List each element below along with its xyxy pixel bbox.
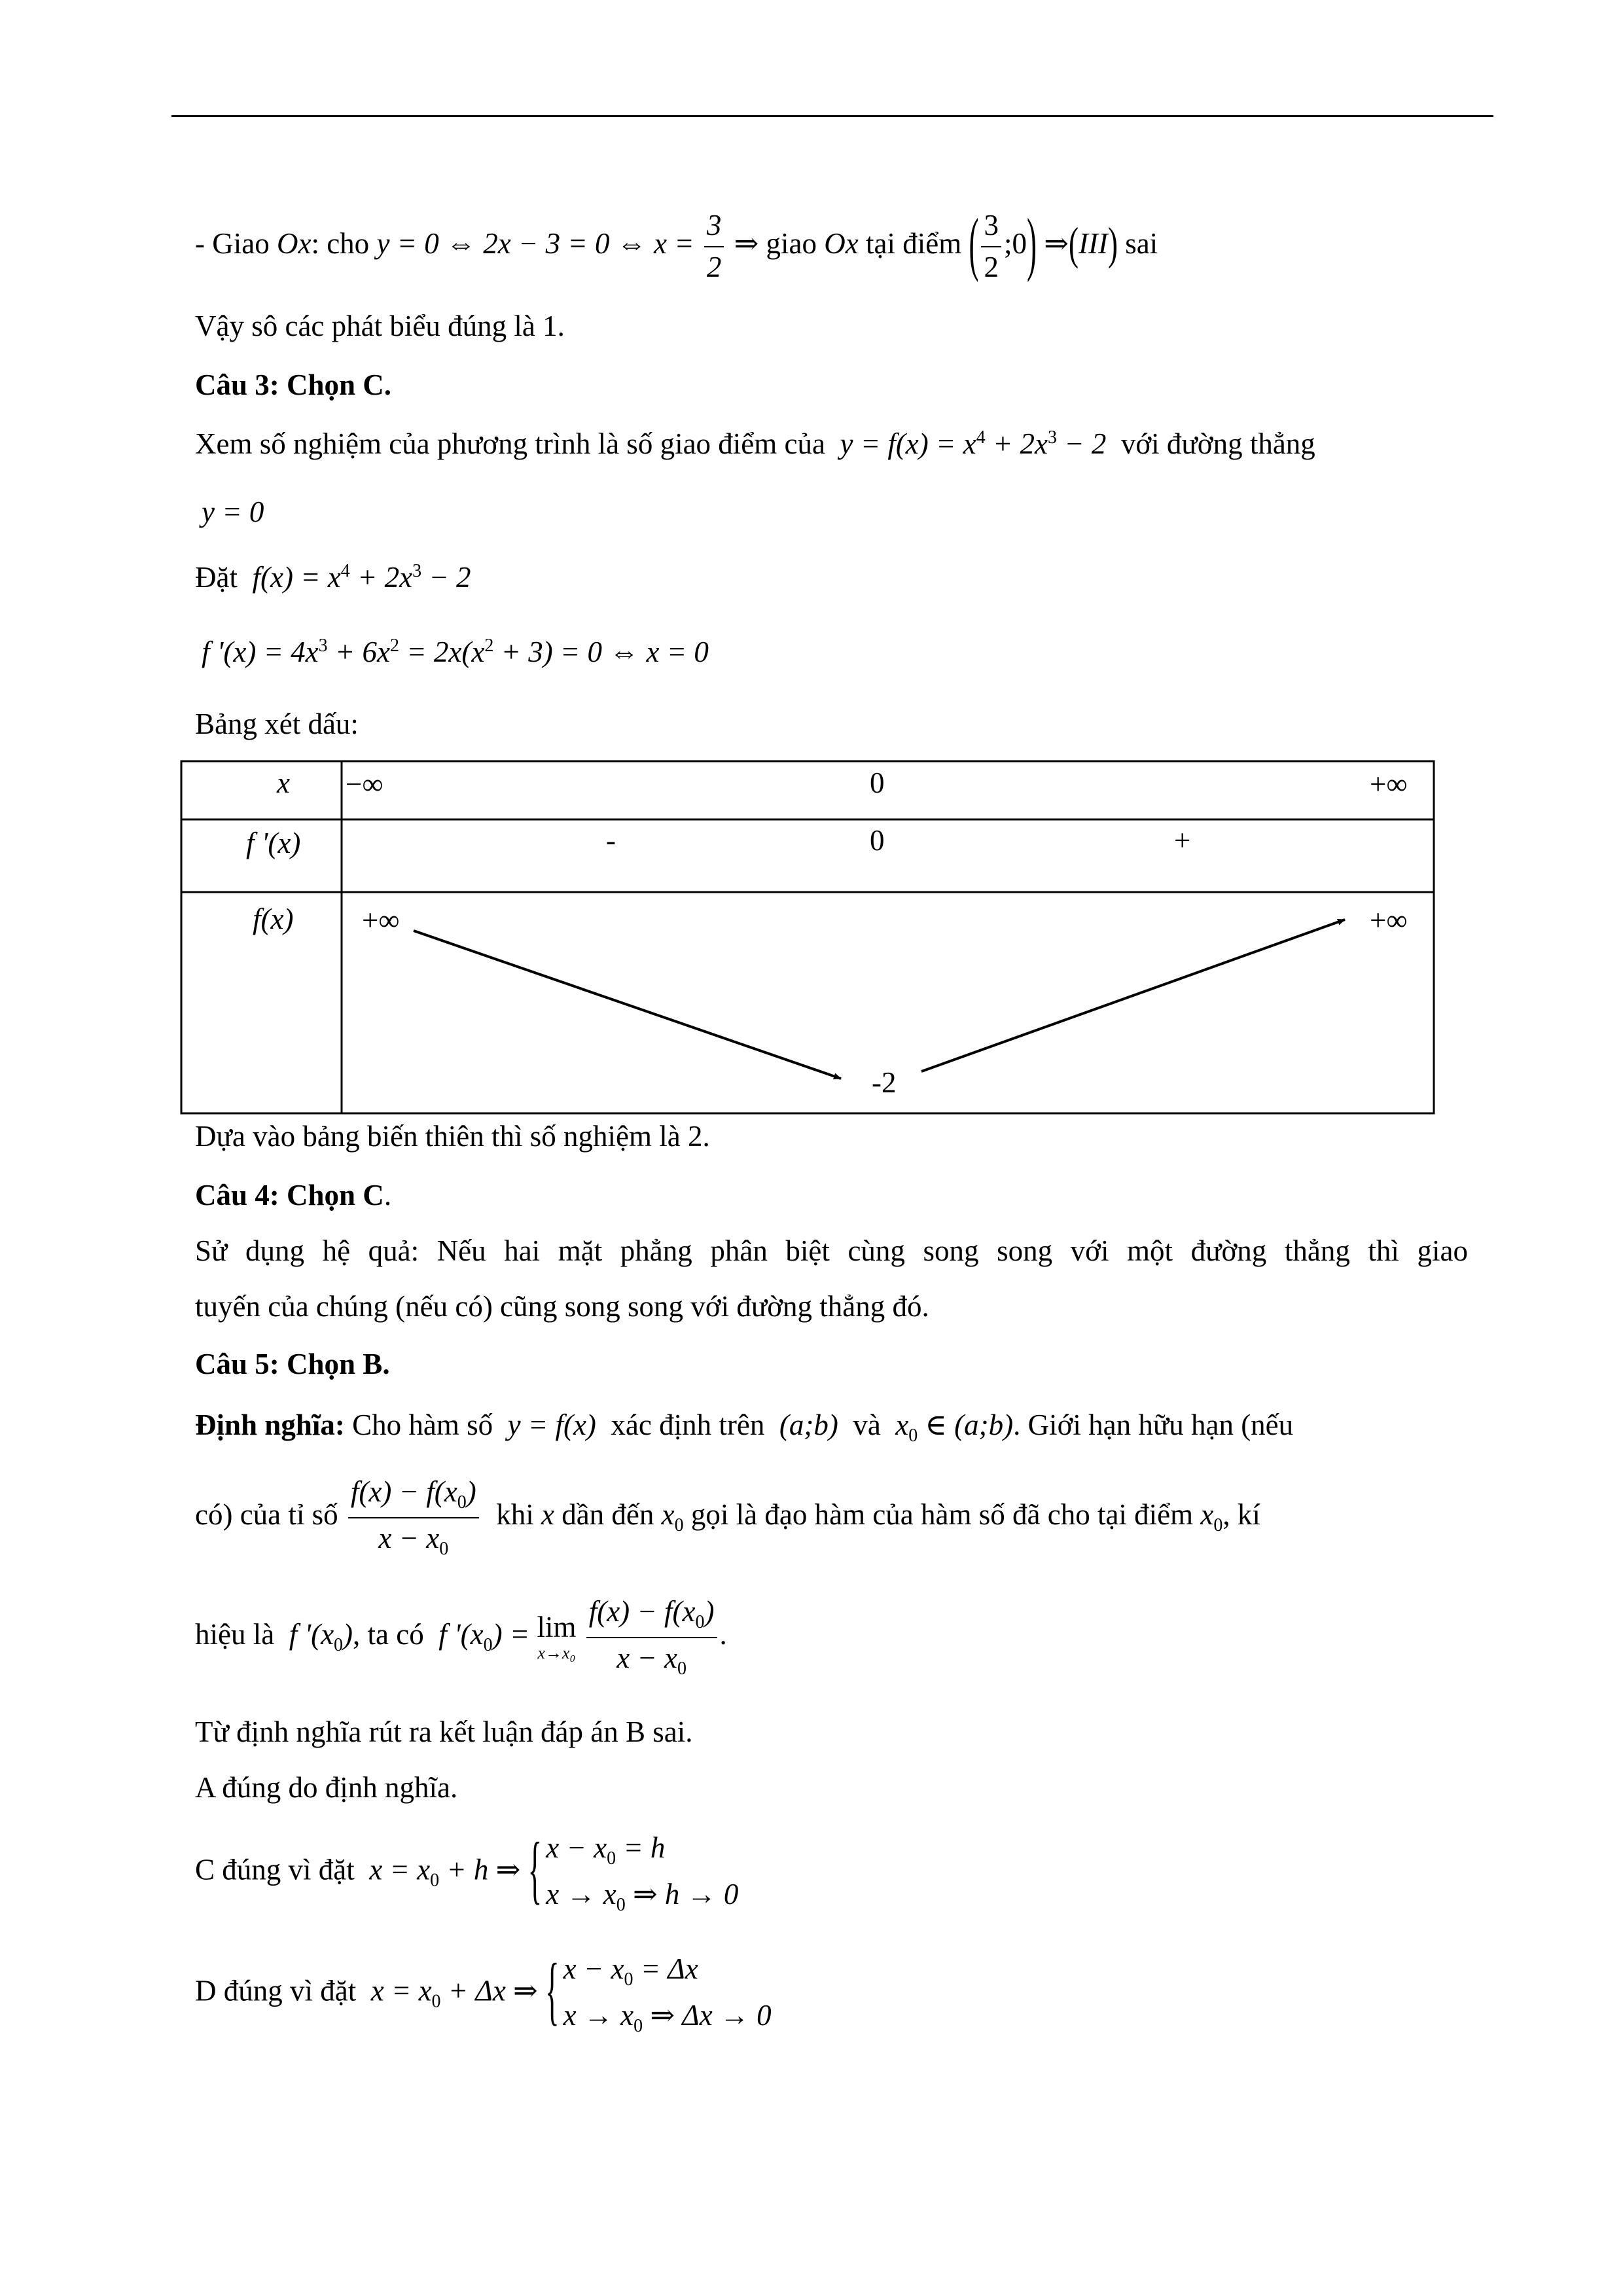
cau4-title: Câu 4: Chọn C. bbox=[195, 1179, 392, 1211]
c-dung-line: C đúng vì đặt $x = x_0 + h$ ⇒ { $x - x_0 = h$ $x \to x_0$ ⇒ h → 0 bbox=[195, 1826, 738, 1919]
limit-operator: lim x→x₀ bbox=[537, 1611, 577, 1663]
decreasing-arrow bbox=[414, 931, 841, 1079]
increasing-arrow bbox=[921, 920, 1345, 1071]
giao-ox-line: - Giao Ox: cho y = 0 ⇔ 2x − 3 = 0 ⇔ x = $\frac{3}{2}$ ⇒ giao Ox tại điểm ( $\frac{3}{2}$ ;0) ⇒(III) sai bbox=[195, 204, 1158, 283]
table-row-f: f(x) bbox=[253, 903, 294, 935]
fraction-3-2: $\frac{3}{2}$ bbox=[704, 209, 724, 283]
derivative-line: f '$(x) = 4x^3 + 6x^2 = 2x(x^2 + 3) = 0$ ⇔ x = 0 bbox=[202, 636, 709, 668]
sign-minus: - bbox=[606, 824, 616, 857]
cau3-title: Câu 3: Chọn C. bbox=[195, 368, 392, 401]
dinh-nghia-line: Định nghĩa: Cho hàm số y = f(x) xác định trên (a;b) và $x_0$ ∈ (a;b). Giới hạn hữu hạn (nếu bbox=[195, 1408, 1294, 1446]
dua-vao-line: Dựa vào bảng biến thiên thì số nghiệm là 2. bbox=[195, 1120, 710, 1153]
cau4-text-1: Sử dụng hệ quả: Nếu hai mặt phẳng phân biệt cùng song song với một đường thẳng thì giao bbox=[195, 1234, 1468, 1267]
sign-plus: + bbox=[1174, 824, 1191, 857]
hieu-la-line: hiệu là f '$(x_0)$, ta có f '$(x_0)$ = lim x→x₀ $\frac{f(x) - f(x_0)}{x - x_0}$ . bbox=[195, 1595, 727, 1679]
table-row-fprime: f '(x) bbox=[246, 827, 301, 859]
f-left-inf: +∞ bbox=[362, 904, 400, 937]
difference-quotient: $\frac{f(x) - f(x_0)}{x - x_0}$ bbox=[348, 1476, 479, 1560]
d-dung-line: D đúng vì đặt $x = x_0 + \Delta x$ ⇒ { $x - x_0 = \Delta x$ $x \to x_0$ ⇒ Δx → 0 bbox=[195, 1947, 772, 2040]
limit-quotient: $\frac{f(x) - f(x_0)}{x - x_0}$ bbox=[586, 1596, 717, 1679]
system-d: $x - x_0 = \Delta x$ $x \to x_0$ ⇒ Δx → 0 bbox=[563, 1952, 772, 2036]
tu-dinh-nghia-line: Từ định nghĩa rút ra kết luận đáp án B sai. bbox=[195, 1715, 693, 1748]
summary-line: Vậy sô các phát biểu đúng là 1. bbox=[195, 310, 565, 342]
table-plus-inf: +∞ bbox=[1370, 768, 1408, 800]
bang-label: Bảng xét dấu: bbox=[195, 708, 359, 740]
cau4-text-2: tuyến của chúng (nếu có) cũng song song với đường thẳng đó. bbox=[195, 1290, 929, 1323]
fprime-zero: 0 bbox=[870, 824, 885, 857]
y-equals-zero: y = 0 bbox=[202, 495, 264, 528]
table-border bbox=[181, 761, 1434, 1113]
f-min-value: -2 bbox=[872, 1066, 897, 1099]
cau5-title: Câu 5: Chọn B. bbox=[195, 1348, 390, 1380]
a-dung-line: A đúng do định nghĩa. bbox=[195, 1771, 458, 1804]
dat-line: Đặt $f(x) = x^4 + 2x^3 - 2$ bbox=[195, 561, 471, 594]
table-minus-inf: −∞ bbox=[346, 768, 383, 800]
table-row-x: x bbox=[277, 766, 290, 799]
cau3-text: Xem số nghiệm của phương trình là số giao điểm của $y = f(x) = x^4 + 2x^3 - 2$ với đường thẳng bbox=[195, 427, 1315, 460]
table-zero: 0 bbox=[870, 766, 885, 799]
ti-so-line: có) của tỉ số $\frac{f(x) - f(x_0)}{x - x_0}$ khi x dần đến $x_0$ gọi là đạo hàm của hàm số đã cho tại điểm $x_0$, kí bbox=[195, 1475, 1260, 1559]
f-right-inf: +∞ bbox=[1370, 904, 1408, 937]
system-c: $x - x_0 = h$ $x \to x_0$ ⇒ h → 0 bbox=[546, 1831, 739, 1915]
